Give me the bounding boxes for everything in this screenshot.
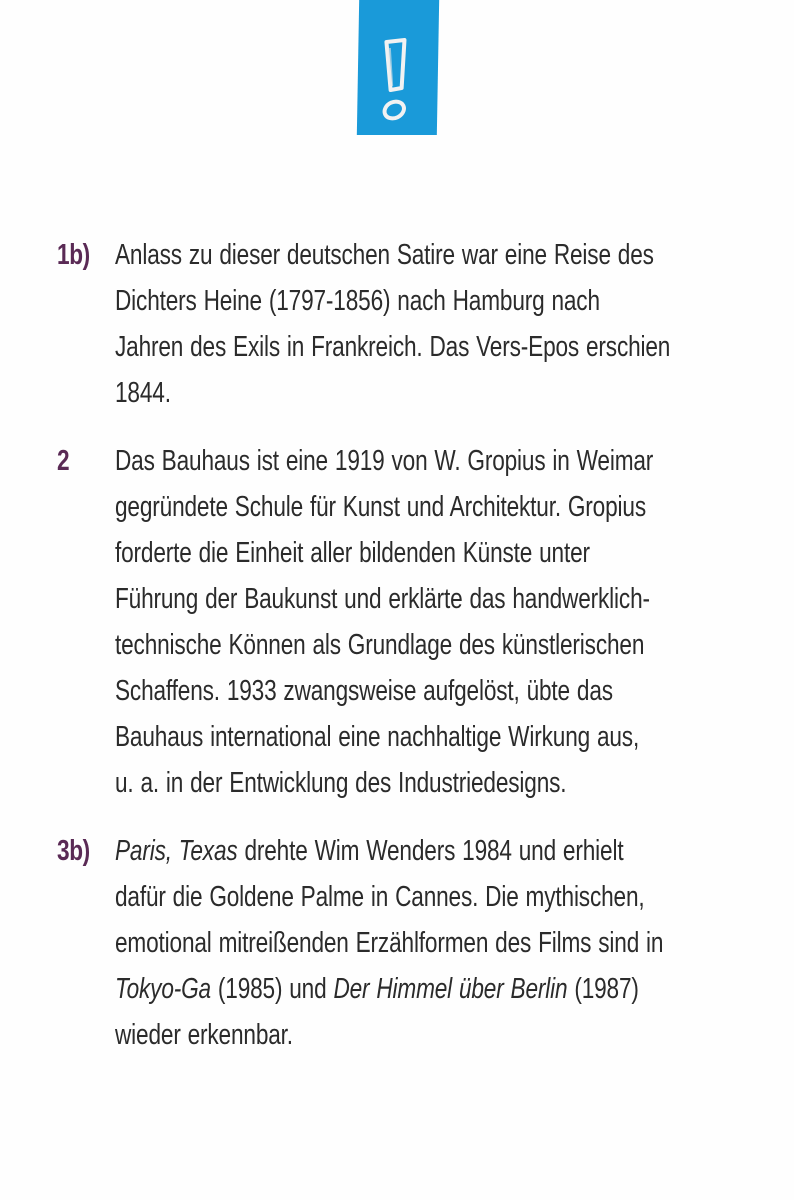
- text-span: drehte Wim Wenders 1984 und erhielt: [237, 835, 624, 867]
- text-line: Führung der Baukunst und erklärte das handwerklich-: [115, 583, 650, 615]
- text-line: Dichters Heine (1797-1856) nach Hamburg nach: [115, 285, 600, 317]
- text-line: Das Bauhaus ist eine 1919 von W. Gropius in Weimar: [115, 445, 654, 477]
- answer-entry-3b: [0, 828, 794, 1058]
- text-line: forderte die Einheit aller bildenden Künste unter: [115, 537, 590, 569]
- entry-label: 2: [57, 445, 70, 477]
- entry-text: [115, 828, 739, 1058]
- film-title-tokyo-ga: Tokyo-Ga: [115, 973, 211, 1005]
- text-line: Schaffens. 1933 zwangsweise aufgelöst, übte das: [115, 675, 613, 707]
- text-line: wieder erkennbar.: [115, 1019, 293, 1051]
- exclamation-icon: [357, 0, 439, 135]
- film-title-himmel-ueber-berlin: Der Himmel über Berlin: [333, 973, 568, 1005]
- text-line: emotional mitreißenden Erzählformen des Films sind in: [115, 927, 664, 959]
- answer-entry-1b: [0, 232, 794, 416]
- text-line: dafür die Goldene Palme in Cannes. Die mythischen,: [115, 881, 645, 913]
- text-span: (1985) und: [210, 973, 334, 1005]
- text-line: Jahren des Exils in Frankreich. Das Vers-Epos erschien: [115, 331, 671, 363]
- text-line: gegründete Schule für Kunst und Architektur. Gropius: [115, 491, 646, 523]
- entry-text: [115, 232, 739, 416]
- entry-label: 3b): [57, 835, 90, 867]
- text-line: technische Können als Grundlage des künstlerischen: [115, 629, 645, 661]
- entry-text: [115, 438, 739, 806]
- text-line: Anlass zu dieser deutschen Satire war eine Reise des: [115, 239, 654, 271]
- text-line: [115, 966, 739, 1012]
- answer-list: [0, 232, 794, 1080]
- exclamation-banner: [357, 0, 439, 135]
- text-line: 1844.: [115, 377, 171, 409]
- text-span: (1987): [567, 973, 639, 1005]
- entry-label: 1b): [57, 239, 90, 271]
- text-line: u. a. in der Entwicklung des Industriedesigns.: [115, 767, 567, 799]
- text-line: [115, 828, 739, 874]
- text-line: Bauhaus international eine nachhaltige Wirkung aus,: [115, 721, 640, 753]
- answer-entry-2: [0, 438, 794, 806]
- film-title-paris-texas: Paris, Texas: [115, 835, 238, 867]
